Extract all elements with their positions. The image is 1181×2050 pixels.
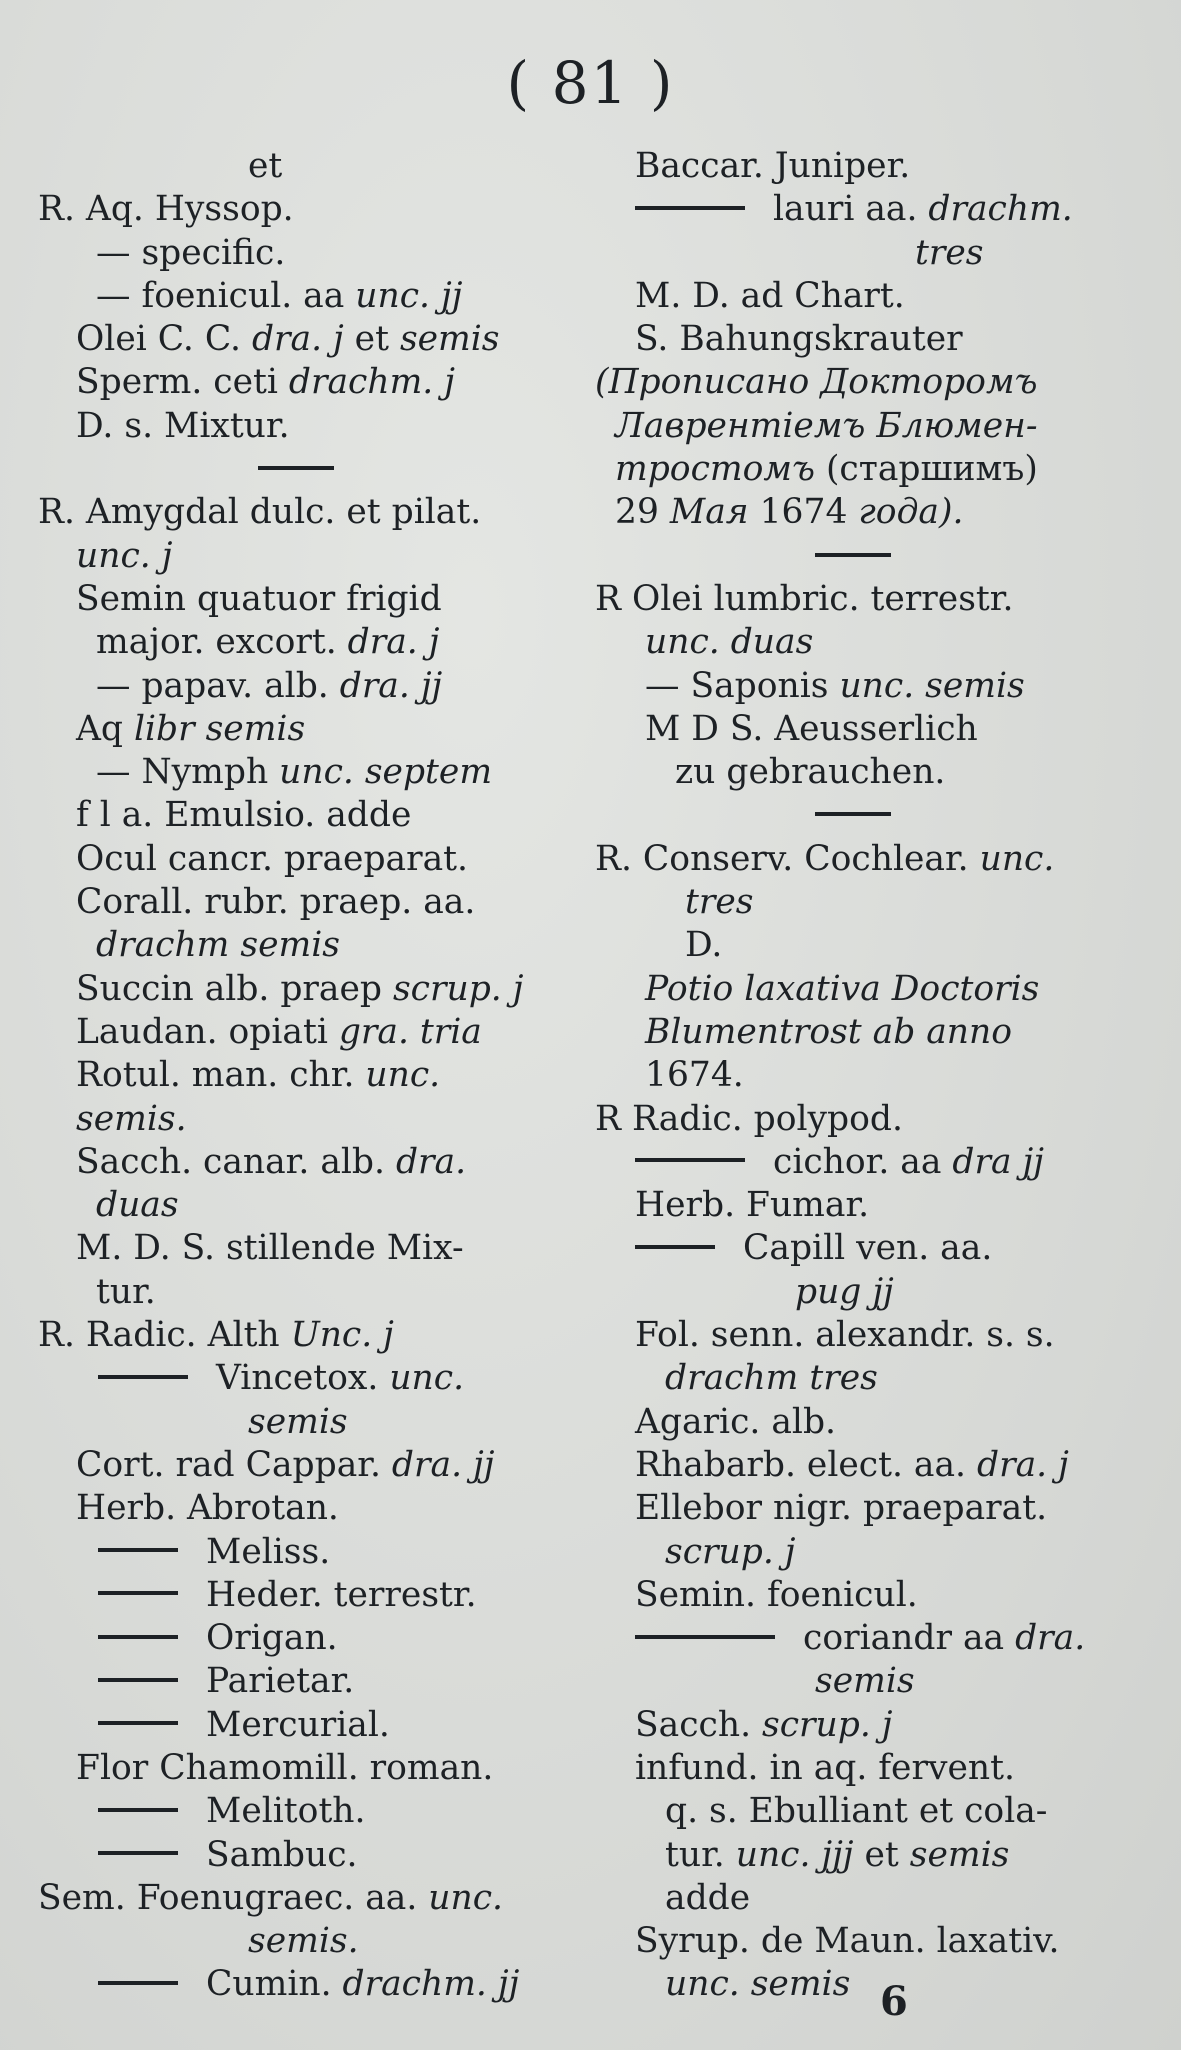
text-segment: Succin alb. praep bbox=[76, 968, 393, 1009]
text-line bbox=[38, 1617, 578, 1660]
italic-text: (Прописано Докторомъ bbox=[595, 362, 1038, 403]
text-segment: — papav. alb. bbox=[96, 665, 340, 706]
italic-text: dra. j bbox=[977, 1444, 1069, 1485]
text-line bbox=[595, 145, 1155, 188]
text-line bbox=[38, 1098, 578, 1141]
italic-text: unc. bbox=[428, 1877, 503, 1918]
text-line bbox=[595, 405, 1155, 448]
text-segment: Agaric. alb. bbox=[635, 1401, 837, 1442]
italic-text: semis. bbox=[248, 1921, 359, 1962]
text-line bbox=[38, 1487, 578, 1530]
italic-text: unc. bbox=[389, 1358, 465, 1399]
italic-text: dra. j bbox=[251, 319, 344, 360]
italic-text: года). bbox=[858, 492, 964, 533]
section-divider bbox=[595, 535, 1155, 578]
text-line bbox=[595, 1704, 1155, 1747]
text-segment: M D S. Aeusserlich bbox=[645, 708, 978, 749]
text-segment: Aq bbox=[76, 708, 134, 749]
italic-text: semis bbox=[248, 1401, 348, 1442]
italic-text: unc. bbox=[979, 838, 1055, 879]
ditto-dash bbox=[98, 1375, 188, 1379]
text-line bbox=[38, 1877, 578, 1920]
text-segment: Olei C. C. bbox=[76, 319, 252, 360]
text-line bbox=[38, 1401, 578, 1444]
text-segment: et bbox=[853, 1834, 910, 1875]
italic-text: dra. j bbox=[347, 622, 440, 663]
ditto-dash bbox=[98, 1678, 178, 1682]
signature-mark: 6 bbox=[880, 1978, 908, 2025]
text-line bbox=[595, 448, 1155, 491]
italic-text: unc. semis bbox=[665, 1964, 851, 2005]
text-line bbox=[38, 232, 578, 275]
text-segment: Sambuc. bbox=[206, 1834, 358, 1875]
text-line bbox=[595, 232, 1155, 275]
text-segment: coriandr aa bbox=[803, 1618, 1016, 1659]
italic-text: Blumentrost ab anno bbox=[645, 1011, 1013, 1052]
text-segment: adde bbox=[665, 1877, 751, 1918]
italic-text: Potio laxativa Doctoris bbox=[645, 968, 1040, 1009]
text-segment: Mercurial. bbox=[206, 1704, 390, 1745]
text-segment: Heder. terrestr. bbox=[206, 1574, 477, 1615]
italic-text: duas bbox=[96, 1185, 179, 1226]
text-line bbox=[38, 1963, 578, 2006]
ditto-dash bbox=[98, 1591, 178, 1595]
text-segment: D. bbox=[685, 925, 723, 966]
text-segment: Laudan. opiati bbox=[76, 1011, 339, 1052]
italic-text: unc. septem bbox=[279, 752, 493, 793]
text-segment: Melitoth. bbox=[206, 1791, 366, 1832]
italic-text: dra. jj bbox=[339, 665, 443, 706]
italic-text: gra. tria bbox=[338, 1011, 482, 1052]
italic-text: unc. duas bbox=[645, 622, 814, 663]
text-segment: Sacch. canar. alb. bbox=[76, 1141, 396, 1182]
text-segment: Baccar. Juniper. bbox=[635, 146, 911, 186]
text-line bbox=[38, 1444, 578, 1487]
italic-text: scrup. j bbox=[762, 1704, 893, 1745]
text-line bbox=[595, 1357, 1155, 1400]
text-line bbox=[38, 491, 578, 534]
italic-text: scrup. j bbox=[665, 1531, 796, 1572]
text-line bbox=[595, 1487, 1155, 1530]
text-segment: Rhabarb. elect. aa. bbox=[635, 1444, 977, 1485]
text-segment: — foenicul. aa bbox=[96, 275, 356, 316]
italic-text: Unc. j bbox=[290, 1315, 394, 1356]
text-line bbox=[38, 318, 578, 361]
text-line bbox=[595, 361, 1155, 404]
italic-text: dra. jj bbox=[391, 1444, 495, 1485]
text-line bbox=[38, 1141, 578, 1184]
text-segment: 29 bbox=[615, 492, 670, 533]
text-segment: Semin. foenicul. bbox=[635, 1574, 918, 1615]
italic-text: semis bbox=[909, 1834, 1010, 1875]
italic-text: unc. jj bbox=[355, 275, 463, 316]
text-line bbox=[38, 361, 578, 404]
text-line bbox=[595, 188, 1155, 231]
text-line bbox=[38, 665, 578, 708]
text-segment: cichor. aa bbox=[773, 1141, 953, 1182]
ditto-dash bbox=[98, 1721, 178, 1725]
text-line bbox=[595, 1444, 1155, 1487]
text-line bbox=[38, 1054, 578, 1097]
text-line bbox=[38, 578, 578, 621]
text-segment: Sacch. bbox=[635, 1704, 762, 1745]
text-segment: D. s. Mixtur. bbox=[76, 405, 290, 446]
italic-text: unc. bbox=[365, 1055, 441, 1096]
text-line bbox=[595, 665, 1155, 708]
text-line bbox=[595, 1574, 1155, 1617]
text-segment: q. s. Ebulliant et cola- bbox=[665, 1791, 1048, 1832]
section-divider bbox=[595, 794, 1155, 837]
text-line bbox=[38, 1704, 578, 1747]
text-line bbox=[38, 1920, 578, 1963]
divider-rule bbox=[815, 812, 891, 816]
text-segment: et bbox=[343, 319, 400, 360]
text-line bbox=[595, 1401, 1155, 1444]
text-line bbox=[38, 1271, 578, 1314]
italic-text: pug jj bbox=[795, 1271, 894, 1312]
text-segment: zu gebrauchen. bbox=[675, 752, 946, 793]
italic-text: semis. bbox=[76, 1098, 187, 1139]
text-line bbox=[595, 275, 1155, 318]
ditto-dash bbox=[635, 206, 745, 210]
text-segment: Cumin. bbox=[206, 1964, 343, 2005]
text-segment: Parietar. bbox=[206, 1661, 355, 1702]
text-segment: Rotul. man. chr. bbox=[76, 1055, 366, 1096]
text-line bbox=[595, 751, 1155, 794]
text-line bbox=[595, 1660, 1155, 1703]
text-line bbox=[38, 188, 578, 231]
text-segment: 1674 bbox=[748, 492, 859, 533]
italic-text: scrup. j bbox=[392, 968, 524, 1009]
text-line bbox=[595, 1011, 1155, 1054]
text-line bbox=[595, 1227, 1155, 1270]
text-line bbox=[38, 751, 578, 794]
italic-text: drachm. j bbox=[288, 362, 455, 403]
text-segment: — Saponis bbox=[645, 665, 840, 706]
italic-text: Мая bbox=[669, 492, 749, 533]
text-segment: R Olei lumbric. terrestr. bbox=[595, 578, 1014, 619]
text-line bbox=[595, 621, 1155, 664]
italic-text: dra jj bbox=[952, 1141, 1044, 1182]
text-segment: Corall. rubr. praep. aa. bbox=[76, 882, 476, 923]
italic-text: unc. j bbox=[76, 535, 173, 576]
text-line bbox=[595, 881, 1155, 924]
text-segment: Vincetox. bbox=[216, 1358, 390, 1399]
text-line bbox=[595, 924, 1155, 967]
text-line bbox=[38, 881, 578, 924]
text-segment: R. Conserv. Cochlear. bbox=[595, 838, 980, 879]
italic-text: unc. semis bbox=[839, 665, 1025, 706]
italic-text: Лаврентіемъ Блюмен- bbox=[615, 405, 1038, 446]
text-segment: infund. in aq. fervent. bbox=[635, 1747, 1015, 1788]
text-line bbox=[595, 1747, 1155, 1790]
text-line bbox=[595, 318, 1155, 361]
text-segment: Flor Chamomill. roman. bbox=[76, 1747, 494, 1788]
italic-text: semis bbox=[815, 1661, 915, 1702]
text-line bbox=[38, 1184, 578, 1227]
section-divider bbox=[38, 448, 578, 491]
italic-text: dra. bbox=[395, 1141, 467, 1182]
text-line bbox=[38, 794, 578, 837]
text-line bbox=[595, 1054, 1155, 1097]
text-line bbox=[38, 1314, 578, 1357]
text-segment: lauri aa. bbox=[773, 189, 929, 230]
text-segment: (старшимъ) bbox=[814, 449, 1038, 490]
text-segment: R. Radic. Alth bbox=[38, 1315, 291, 1356]
text-line bbox=[595, 1531, 1155, 1574]
divider-rule bbox=[815, 553, 891, 557]
text-segment: Syrup. de Maun. laxativ. bbox=[635, 1921, 1060, 1962]
text-segment: f l a. Emulsio. adde bbox=[76, 795, 412, 836]
text-line bbox=[595, 1271, 1155, 1314]
text-segment: tur. bbox=[96, 1271, 156, 1312]
text-line bbox=[595, 578, 1155, 621]
text-line bbox=[38, 621, 578, 664]
text-line bbox=[595, 1141, 1155, 1184]
text-line bbox=[38, 1011, 578, 1054]
italic-text: tres bbox=[685, 882, 754, 923]
italic-text: dra. bbox=[1015, 1618, 1086, 1659]
right-column bbox=[595, 145, 1155, 2007]
text-line bbox=[38, 1660, 578, 1703]
ditto-dash bbox=[635, 1635, 775, 1639]
text-line bbox=[595, 1314, 1155, 1357]
ditto-dash bbox=[98, 1635, 178, 1639]
text-line bbox=[595, 968, 1155, 1011]
italic-text: drachm. jj bbox=[342, 1964, 520, 2005]
text-line bbox=[38, 838, 578, 881]
text-segment: Ellebor nigr. praeparat. bbox=[635, 1488, 1048, 1529]
text-line bbox=[38, 275, 578, 318]
italic-text: drachm tres bbox=[665, 1358, 878, 1399]
text-line bbox=[595, 491, 1155, 534]
text-line bbox=[38, 1357, 578, 1400]
text-segment: R. Aq. Hyssop. bbox=[38, 189, 294, 230]
ditto-dash bbox=[635, 1245, 715, 1249]
text-segment: Origan. bbox=[206, 1618, 338, 1659]
italic-text: drachm. bbox=[928, 189, 1073, 230]
text-segment: Sem. Foenugraec. aa. bbox=[38, 1877, 429, 1918]
ditto-dash bbox=[635, 1158, 745, 1162]
text-line bbox=[595, 1877, 1155, 1920]
text-line bbox=[595, 1920, 1155, 1963]
ditto-dash bbox=[98, 1808, 178, 1812]
text-line bbox=[38, 708, 578, 751]
text-line bbox=[595, 708, 1155, 751]
italic-text: unc. jjj bbox=[735, 1834, 854, 1875]
page-number: ( 81 ) bbox=[506, 49, 675, 117]
text-segment: Capill ven. aa. bbox=[743, 1228, 993, 1269]
text-segment: M. D. S. stillende Mix- bbox=[76, 1228, 464, 1269]
italic-text: тростомъ bbox=[615, 449, 815, 490]
italic-text: drachm semis bbox=[96, 925, 340, 966]
text-line bbox=[595, 1184, 1155, 1227]
text-line bbox=[38, 968, 578, 1011]
text-line bbox=[38, 535, 578, 578]
text-line bbox=[38, 1790, 578, 1833]
text-segment: Sperm. ceti bbox=[76, 362, 289, 403]
text-segment: Herb. Abrotan. bbox=[76, 1488, 339, 1529]
text-line bbox=[38, 1747, 578, 1790]
text-segment: M. D. ad Chart. bbox=[635, 275, 905, 316]
text-line bbox=[595, 1617, 1155, 1660]
text-line bbox=[38, 1574, 578, 1617]
text-segment: R Radic. polypod. bbox=[595, 1098, 903, 1139]
ditto-dash bbox=[98, 1981, 178, 1985]
text-line bbox=[38, 145, 578, 188]
text-line bbox=[595, 1098, 1155, 1141]
left-column bbox=[38, 145, 578, 2007]
italic-text: semis bbox=[399, 319, 500, 360]
text-segment: — Nymph bbox=[96, 752, 280, 793]
text-line bbox=[595, 1834, 1155, 1877]
italic-text: tres bbox=[915, 232, 984, 273]
text-segment: S. Bahungskrauter bbox=[635, 319, 963, 360]
text-segment: Herb. Fumar. bbox=[635, 1185, 870, 1226]
text-line bbox=[38, 1531, 578, 1574]
text-segment: R. Amygdal dulc. et pilat. bbox=[38, 492, 482, 533]
text-segment: Cort. rad Cappar. bbox=[76, 1444, 392, 1485]
text-line bbox=[38, 405, 578, 448]
text-segment: — specific. bbox=[96, 232, 286, 273]
text-segment: Meliss. bbox=[206, 1531, 331, 1572]
text-segment: 1674. bbox=[645, 1055, 744, 1096]
text-segment: Semin quatuor frigid bbox=[76, 578, 442, 619]
text-line bbox=[595, 1790, 1155, 1833]
text-line bbox=[595, 838, 1155, 881]
italic-text: libr semis bbox=[133, 708, 306, 749]
text-segment: tur. bbox=[665, 1834, 736, 1875]
text-line bbox=[38, 1834, 578, 1877]
text-segment: major. excort. bbox=[96, 622, 348, 663]
text-segment: et bbox=[248, 146, 283, 186]
text-segment: Ocul cancr. praeparat. bbox=[76, 838, 468, 879]
divider-rule bbox=[258, 466, 334, 470]
ditto-dash bbox=[98, 1548, 178, 1552]
text-segment: Fol. senn. alexandr. s. s. bbox=[635, 1315, 1055, 1356]
text-line bbox=[38, 924, 578, 967]
text-line bbox=[595, 1963, 1155, 2006]
text-line bbox=[38, 1227, 578, 1270]
ditto-dash bbox=[98, 1851, 178, 1855]
